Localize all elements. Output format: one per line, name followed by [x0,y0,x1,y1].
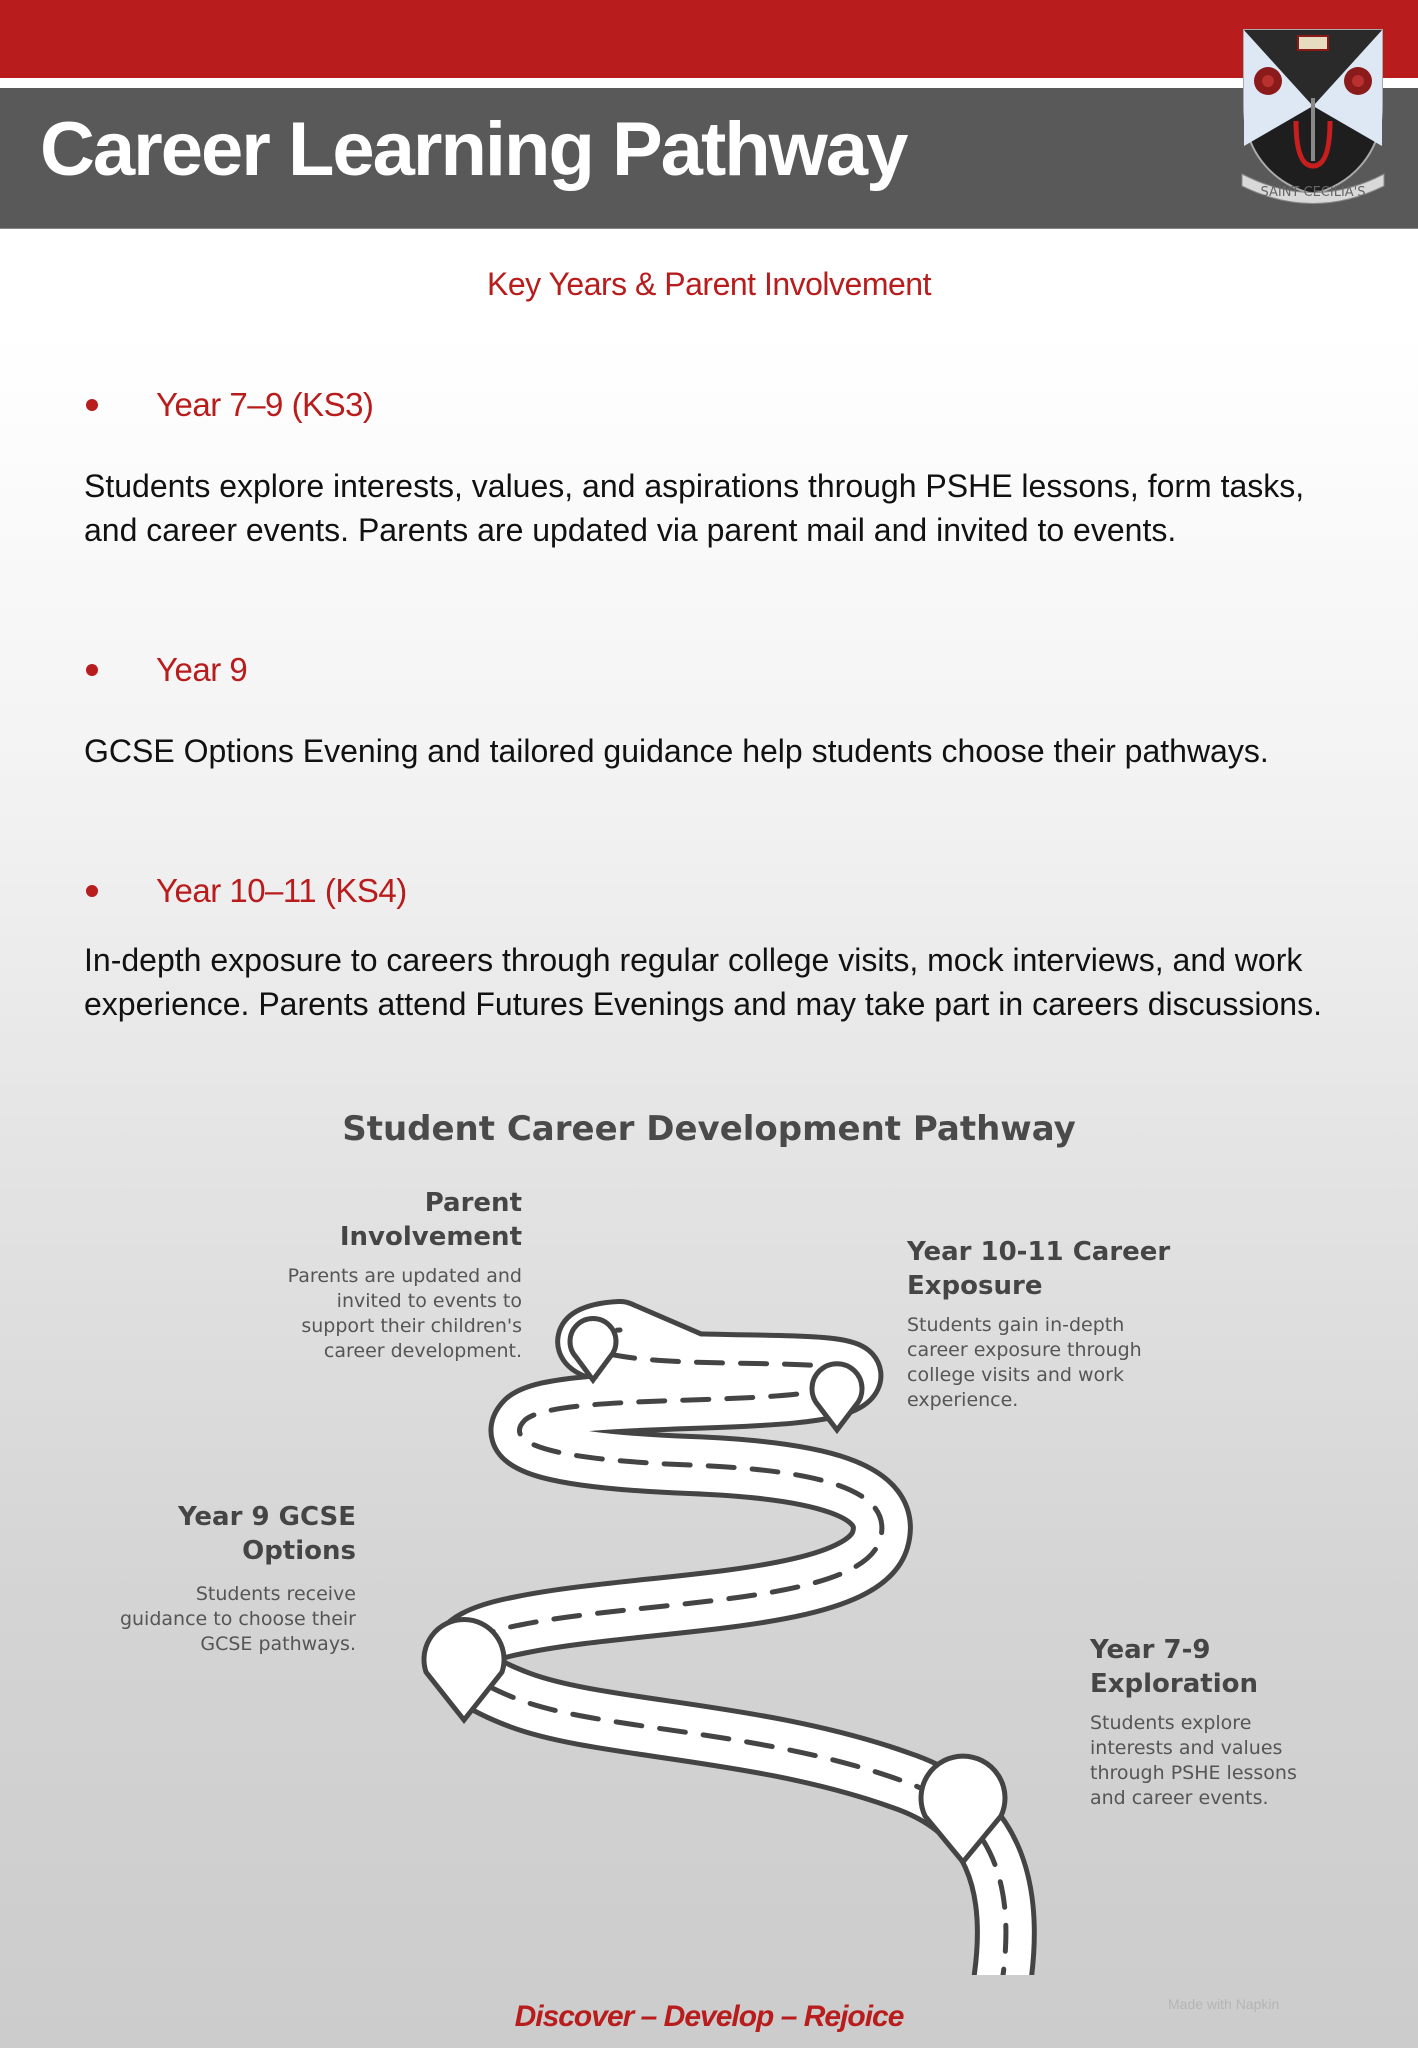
road-surface [460,1330,1006,1995]
stage-desc-line: Students gain in-depth [907,1314,1125,1336]
road-outline [460,1330,1006,1995]
crest-motto-text: SAINT CECILIA'S [1260,185,1366,200]
stage-heading [220,1186,522,1254]
bullet-icon [86,664,98,676]
section-heading [84,872,1344,910]
section-year-7-9 [84,386,1344,552]
stage-desc-line: Students receive [195,1583,356,1605]
diagram-title: Student Career Development Pathway [342,1109,1076,1149]
stage-desc-line: career development. [323,1340,522,1362]
stage-heading-line: Options [242,1536,356,1566]
stage-heading-line: Exposure [907,1271,1043,1301]
stage-desc-line: Students explore [1090,1712,1252,1734]
section-body: Students explore interests, values, and aspirations through PSHE lessons, form tasks, and career events. Parents are updated via parent mail and invited to events. [84,468,1305,548]
bullet-icon [86,399,98,411]
stage-heading-line: Involvement [339,1222,522,1252]
stage-desc-line: experience. [907,1389,1019,1411]
stage-desc-line: interests and values [1090,1737,1283,1759]
bullet-icon [86,885,98,897]
stage-year-9 [56,1500,356,1657]
road-center-dashes [460,1330,1006,1995]
section-year-9 [84,651,1344,773]
stage-heading-line: Year 7-9 [1090,1635,1211,1665]
stage-desc-line: guidance to choose their [119,1608,356,1630]
stage-desc-line: invited to events to [336,1290,522,1312]
map-pin-icon [921,1756,1005,1862]
stage-description [907,1313,1207,1413]
stage-year-7-9 [1090,1633,1390,1811]
stage-heading-line: Year 10-11 Career [907,1237,1171,1267]
section-heading-text: Year 10–11 (KS4) [156,872,407,909]
section-heading-text: Year 7–9 (KS3) [156,386,374,423]
stage-desc-line: college visits and work [907,1364,1124,1386]
stage-desc-line: career exposure through [907,1339,1142,1361]
section-year-10-11 [84,872,1344,1026]
stage-heading-line: Year 9 GCSE [177,1502,356,1532]
stage-description [220,1264,522,1364]
stage-desc-line: through PSHE lessons [1090,1762,1297,1784]
stage-parent-involvement [220,1186,522,1364]
section-body: GCSE Options Evening and tailored guidance help students choose their pathways. [84,733,1269,769]
header-red-band [0,0,1418,78]
page-title: Career Learning Pathway [40,107,907,192]
section-heading-text: Year 9 [156,651,248,688]
stage-heading-line: Exploration [1090,1669,1258,1699]
section-heading [84,651,1344,689]
stage-heading-line: Parent [424,1188,522,1218]
stage-desc-line: Parents are updated and [287,1265,522,1287]
stage-year-10-11 [907,1235,1207,1413]
map-pin-icon [424,1620,504,1720]
stage-heading [907,1235,1207,1303]
section-subtitle: Key Years & Parent Involvement [487,266,931,302]
stage-desc-line: and career events. [1090,1787,1269,1809]
stage-description [56,1582,356,1657]
school-motto: Discover – Develop – Rejoice [514,2000,904,2033]
stage-description [1090,1711,1390,1811]
stage-heading [1090,1633,1390,1701]
napkin-watermark: Made with Napkin [1168,1996,1280,2012]
map-pin-icon [570,1319,616,1380]
map-pin-icon [812,1364,862,1430]
stage-heading [56,1500,356,1568]
header-white-stripe [0,78,1418,88]
stage-desc-line: support their children's [301,1315,522,1337]
section-heading [84,386,1344,424]
section-body: In-depth exposure to careers through regular college visits, mock interviews, and work experience. Parents attend Futures Evenings and may take part in careers discussions. [84,942,1322,1022]
stage-desc-line: GCSE pathways. [200,1633,356,1655]
school-crest-logo [1238,26,1388,204]
